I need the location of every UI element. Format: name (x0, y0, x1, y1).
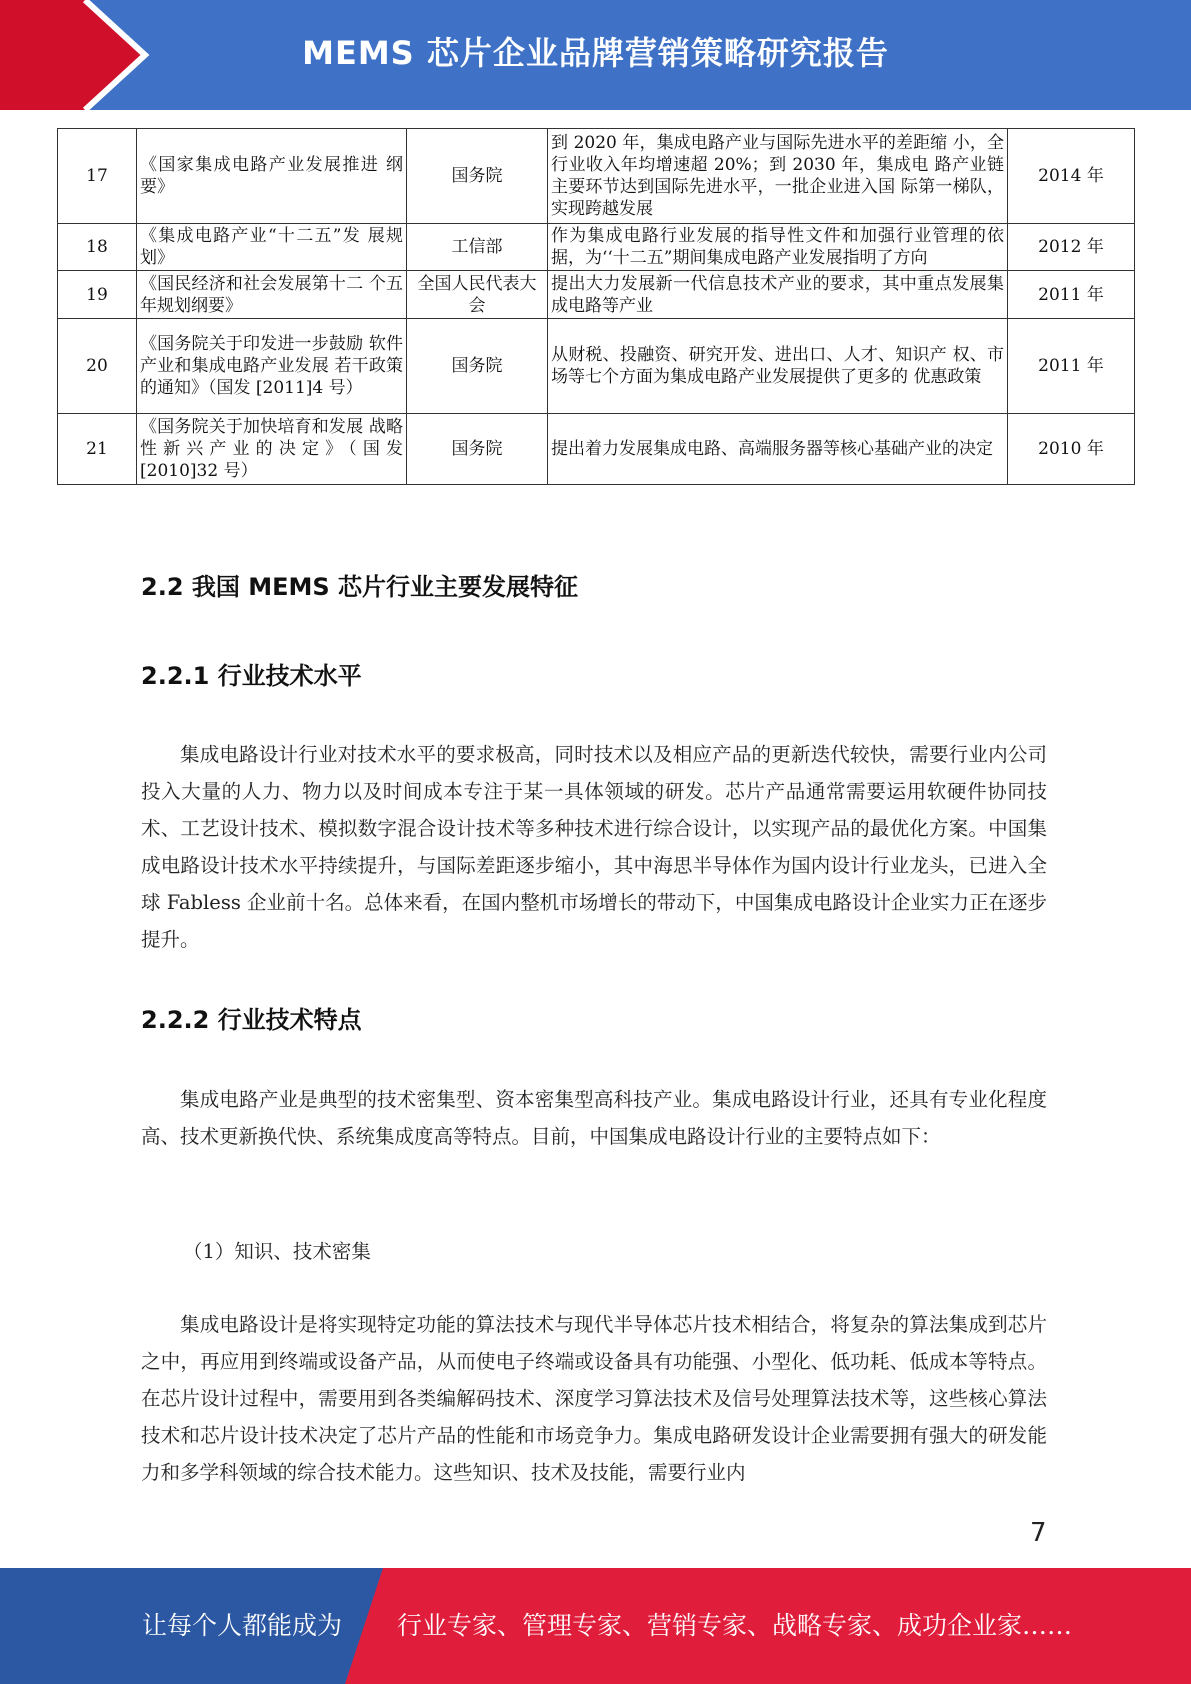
policy-name: 《国务院关于印发进一步鼓励 软件产业和集成电路产业发展 若干政策的通知》（国发 [2011]4 号） (137, 319, 407, 414)
issuing-department: 工信部 (407, 224, 548, 271)
policy-name: 《集成电路产业“十二五”发 展规划》 (137, 224, 407, 271)
policy-year: 2011 年 (1008, 319, 1135, 414)
policy-year: 2011 年 (1008, 271, 1135, 319)
page-header (0, 0, 1191, 110)
policy-year: 2012 年 (1008, 224, 1135, 271)
section-heading-2-2-1: 2.2.1 行业技术水平 (141, 662, 362, 690)
table-row (58, 271, 1135, 319)
page-number: 7 (1030, 1518, 1047, 1548)
table-row (58, 319, 1135, 414)
row-number: 21 (58, 414, 137, 485)
page-footer (0, 1568, 1191, 1684)
feature-item-1: （1）知识、技术密集 (183, 1240, 371, 1263)
knowledge-intensive-paragraph: 集成电路设计是将实现特定功能的算法技术与现代半导体芯片技术相结合，将复杂的算法集成到芯片之中，再应用到终端或设备产品，从而使电子终端或设备具有功能强、小型化、低功耗、低成本等特点。在芯片设计过程中，需要用到各类编解码技术、深度学习算法技术及信号处理算法技术等，这些核心算法技术和芯片设计技术决定了芯片产品的性能和市场竞争力。集成电路研发设计企业需要拥有强大的研发能力和多学科领域的综合技术能力。这些知识、技术及技能，需要行业内 (141, 1313, 1047, 1484)
footer-slogan-left: 让每个人都能成为 (142, 1611, 343, 1640)
issuing-department: 国务院 (407, 319, 548, 414)
policy-description: 提出大力发展新一代信息技术产业的要求，其中重点发展集成电路等产业 (548, 271, 1008, 319)
policy-description: 从财税、投融资、研究开发、进出口、人才、知识产 权、市场等七个方面为集成电路产业发展提供了更多的 优惠政策 (548, 319, 1008, 414)
table-row (58, 129, 1135, 224)
row-number: 20 (58, 319, 137, 414)
table-row (58, 224, 1135, 271)
policy-year: 2010 年 (1008, 414, 1135, 485)
policy-table (57, 128, 1135, 485)
row-number: 17 (58, 129, 137, 224)
policy-year: 2014 年 (1008, 129, 1135, 224)
policy-name: 《国家集成电路产业发展推进 纲要》 (137, 129, 407, 224)
issuing-department: 国务院 (407, 414, 548, 485)
section-heading-2-2: 2.2 我国 MEMS 芯片行业主要发展特征 (141, 573, 579, 601)
tech-level-paragraph: 集成电路设计行业对技术水平的要求极高，同时技术以及相应产品的更新迭代较快，需要行业内公司投入大量的人力、物力以及时间成本专注于某一具体领域的研发。芯片产品通常需要运用软硬件协同技术、工艺设计技术、模拟数字混合设计技术等多种技术进行综合设计，以实现产品的最优化方案。中国集成电路设计技术水平持续提升，与国际差距逐步缩小，其中海思半导体作为国内设计行业龙头，已进入全球 Fabless 企业前十名。总体来看，在国内整机市场增长的带动下，中国集成电路设计企业实力正在逐步提升。 (141, 743, 1047, 951)
issuing-department: 全国人民代表大会 (407, 271, 548, 319)
row-number: 19 (58, 271, 137, 319)
footer-slogan-right: 行业专家、管理专家、营销专家、战略专家、成功企业家…… (397, 1611, 1073, 1640)
policy-name: 《国民经济和社会发展第十二 个五年规划纲要》 (137, 271, 407, 319)
section-heading-2-2-2: 2.2.2 行业技术特点 (141, 1006, 362, 1034)
report-title: MEMS 芯片企业品牌营销策略研究报告 (302, 34, 889, 72)
tech-features-paragraph: 集成电路产业是典型的技术密集型、资本密集型高科技产业。集成电路设计行业，还具有专业化程度高、技术更新换代快、系统集成度高等特点。目前，中国集成电路设计行业的主要特点如下： (141, 1088, 1047, 1148)
row-number: 18 (58, 224, 137, 271)
issuing-department: 国务院 (407, 129, 548, 224)
header-arrow-decoration (0, 0, 160, 110)
table-row (58, 414, 1135, 485)
policy-description: 到 2020 年，集成电路产业与国际先进水平的差距缩 小，全行业收入年均增速超 20%；到 2030 年，集成电 路产业链主要环节达到国际先进水平，一批企业进入国 际第一梯队，实现跨越发展 (548, 129, 1008, 224)
policy-name: 《国务院关于加快培育和发展 战略性新兴产业的决定》（国发[2010]32 号） (137, 414, 407, 485)
policy-description: 作为集成电路行业发展的指导性文件和加强行业管理的依据，为‘‘十二五”期间集成电路产业发展指明了方向 (548, 224, 1008, 271)
policy-description: 提出着力发展集成电路、高端服务器等核心基础产业的决定 (548, 414, 1008, 485)
